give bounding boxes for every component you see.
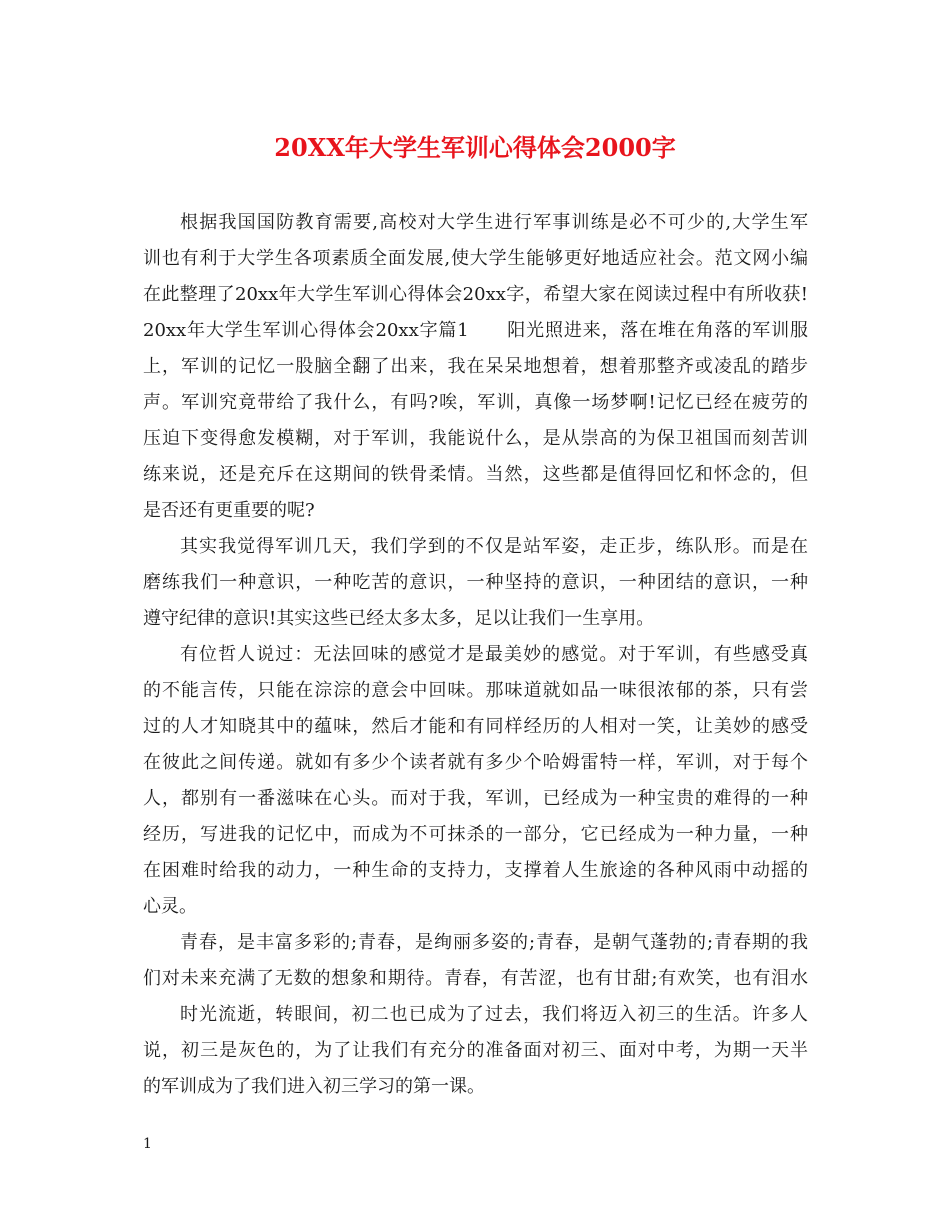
page-number: 1 — [143, 1136, 152, 1152]
text-line: 在彼此之间传递。就如有多少个读者就有多少个哈姆雷特一样，军训，对于每个 — [143, 752, 808, 773]
text-line: 的军训成为了我们进入初三学习的第一课。 — [143, 1076, 485, 1097]
text-line: 练来说，还是充斥在这期间的铁骨柔情。当然，这些都是值得回忆和怀念的，但 — [143, 464, 808, 485]
document-body — [143, 205, 808, 1105]
document-title: 20XX年大学生军训心得体会2000字 — [274, 133, 676, 162]
text-line: 压迫下变得愈发模糊，对于军训，我能说什么，是从崇高的为保卫祖国而刻苦训 — [143, 428, 808, 449]
text-line: 根据我国国防教育需要,高校对大学生进行军事训练是必不可少的,大学生军 — [180, 212, 808, 233]
text-line: 过的人才知晓其中的蕴味，然后才能和有同样经历的人相对一笑，让美妙的感受 — [143, 716, 808, 737]
text-line: 的不能言传，只能在淙淙的意会中回味。那味道就如品一味很浓郁的茶，只有尝 — [143, 680, 808, 701]
text-line: 是否还有更重要的呢? — [143, 500, 315, 521]
text-line: 人，都别有一番滋味在心头。而对于我，军训，已经成为一种宝贵的难得的一种 — [143, 788, 808, 809]
text-line: 上，军训的记忆一股脑全翻了出来，我在呆呆地想着，想着那整齐或凌乱的踏步 — [143, 356, 808, 377]
text-line: 青春，是丰富多彩的;青春，是绚丽多姿的;青春，是朝气蓬勃的;青春期的我 — [180, 932, 808, 953]
text-line: 遵守纪律的意识!其实这些已经太多太多，足以让我们一生享用。 — [143, 608, 655, 629]
text-line: 时光流逝，转眼间，初二也已成为了过去，我们将迈入初三的生活。许多人 — [180, 1004, 808, 1025]
text-line: 心灵。 — [143, 896, 197, 917]
text-line: 其实我觉得军训几天，我们学到的不仅是站军姿，走正步，练队形。而是在 — [180, 536, 808, 557]
text-line: 在困难时给我的动力，一种生命的支持力，支撑着人生旅途的各种风雨中动摇的 — [143, 860, 808, 881]
text-line: 20xx年大学生军训心得体会20xx字篇1 阳光照进来，落在堆在角落的军训服 — [143, 320, 808, 341]
text-line: 磨练我们一种意识，一种吃苦的意识，一种坚持的意识，一种团结的意识，一种 — [143, 572, 808, 593]
text-line: 说，初三是灰色的，为了让我们有充分的准备面对初三、面对中考，为期一天半 — [143, 1040, 808, 1061]
text-line: 在此整理了20xx年大学生军训心得体会20xx字，希望大家在阅读过程中有所收获! — [143, 284, 808, 305]
text-line: 经历，写进我的记忆中，而成为不可抹杀的一部分，它已经成为一种力量，一种 — [143, 824, 808, 845]
text-line: 声。军训究竟带给了我什么，有吗?唉，军训，真像一场梦啊!记忆已经在疲劳的 — [143, 392, 808, 413]
text-line: 有位哲人说过：无法回味的感觉才是最美妙的感觉。对于军训，有些感受真 — [180, 644, 808, 665]
text-line: 训也有利于大学生各项素质全面发展,使大学生能够更好地适应社会。范文网小编 — [143, 248, 808, 269]
text-line: 们对未来充满了无数的想象和期待。青春，有苦涩，也有甘甜;有欢笑，也有泪水 — [143, 968, 808, 989]
